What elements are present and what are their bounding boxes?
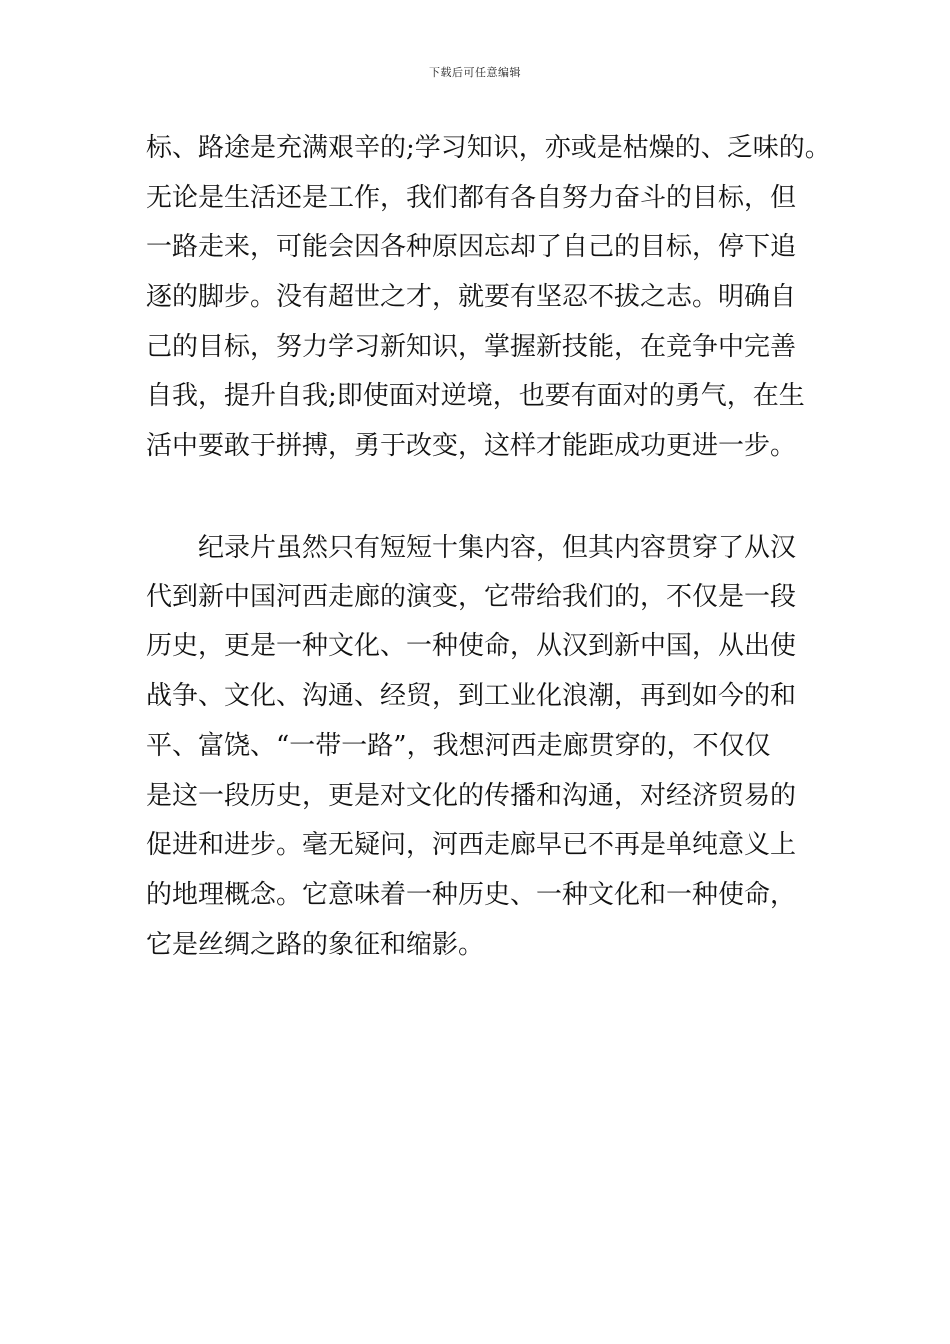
paragraph-1-line-6: 自我，提升自我;即使面对逆境，也要有面对的勇气，在生 — [146, 381, 805, 411]
paragraph-1-line-7: 活中要敢于拼搏，勇于改变，这样才能距成功更进一步。 — [146, 431, 797, 461]
paragraph-2-line-7: 促进和进步。毫无疑问，河西走廊早已不再是单纯意义上 — [146, 830, 797, 860]
paragraph-1-line-2: 无论是生活还是工作，我们都有各自努力奋斗的目标，但 — [146, 183, 797, 213]
paragraph-2-line-5: 平、富饶、“一带一路”，我想河西走廊贯穿的，不仅仅 — [146, 731, 771, 761]
paragraph-2-line-6: 是这一段历史，更是对文化的传播和沟通，对经济贸易的 — [146, 781, 797, 811]
paragraph-2-line-8: 的地理概念。它意味着一种历史、一种文化和一种使命， — [146, 880, 797, 910]
page-header: 下载后可任意编辑 — [429, 66, 521, 79]
paragraph-2-line-9: 它是丝绸之路的象征和缩影。 — [146, 930, 485, 960]
paragraph-2-line-3: 历史，更是一种文化、一种使命，从汉到新中国，从出使 — [146, 631, 797, 661]
paragraph-1-line-5: 己的目标，努力学习新知识，掌握新技能，在竞争中完善 — [146, 332, 797, 362]
paragraph-1-line-4: 逐的脚步。没有超世之才，就要有坚忍不拔之志。明确自 — [146, 282, 797, 312]
paragraph-2-line-2: 代到新中国河西走廊的演变，它带给我们的，不仅是一段 — [146, 582, 797, 612]
paragraph-1-line-3: 一路走来，可能会因各种原因忘却了自己的目标，停下追 — [146, 232, 797, 262]
paragraph-1-line-1: 标、路途是充满艰辛的;学习知识，亦或是枯燥的、乏味的。 — [146, 133, 831, 163]
paragraph-2-line-4: 战争、文化、沟通、经贸，到工业化浪潮，再到如今的和 — [146, 681, 797, 711]
paragraph-2-line-1: 纪录片虽然只有短短十集内容，但其内容贯穿了从汉 — [198, 533, 797, 563]
